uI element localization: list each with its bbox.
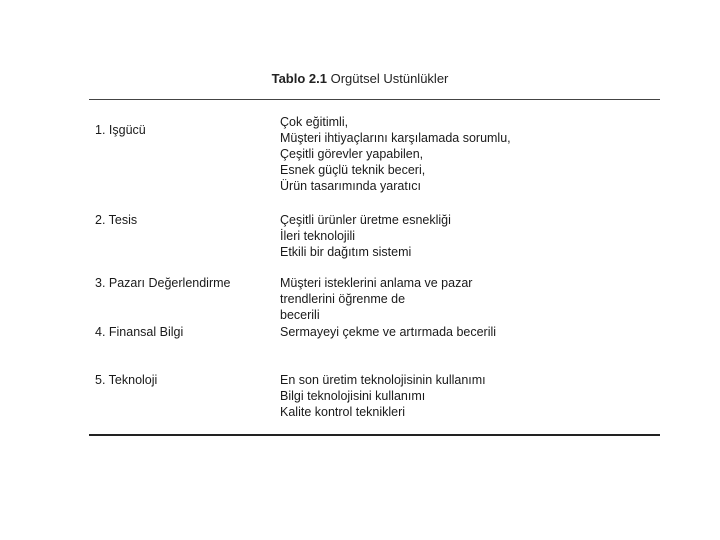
row-description-tesis (280, 212, 660, 260)
row-label-teknoloji: 5. Teknoloji (95, 373, 158, 387)
row-label-isgucu: 1. Işgücü (95, 123, 146, 137)
description-line: Müşteri ihtiyaçlarını karşılamada sorumlu, (280, 131, 511, 145)
description-line: Esnek güçlü teknik beceri, (280, 163, 426, 177)
description-line (280, 275, 654, 307)
description-line: Etkili bir dağıtım sistemi (280, 245, 412, 259)
row-description-pazari (280, 275, 654, 323)
table-number: Tablo 2.1 (271, 71, 327, 86)
description-line: En son üretim teknolojisinin kullanımı (280, 373, 486, 387)
row-label-pazari: 3. Pazarı Değerlendirme (95, 276, 231, 290)
description-line-part: Müşteri isteklerini anlama ve pazar (280, 276, 473, 290)
row-description-teknoloji (280, 372, 660, 420)
row-description-finansal (280, 324, 660, 340)
description-line: Sermayeyi çekme ve artırmada becerili (280, 325, 497, 339)
description-line: Çok eğitimli, (280, 115, 349, 129)
description-line: Kalite kontrol teknikleri (280, 405, 406, 419)
table-title (0, 71, 720, 86)
description-line: Bilgi teknolojisini kullanımı (280, 389, 426, 403)
description-line-part: trendlerini öğrenme de (280, 292, 406, 306)
description-line: Çeşitli ürünler üretme esnekliği (280, 213, 451, 227)
description-line: Ürün tasarımında yaratıcı (280, 179, 422, 193)
description-line: Çeşitli görevler yapabilen, (280, 147, 424, 161)
description-line: İleri teknolojili (280, 229, 356, 243)
table-top-rule (89, 99, 660, 100)
row-label-finansal: 4. Finansal Bilgi (95, 325, 184, 339)
table-title-text: Orgütsel Ustünlükler (330, 71, 449, 86)
row-label-tesis: 2. Tesis (95, 213, 138, 227)
description-line: becerili (280, 308, 320, 322)
table-bottom-rule (89, 434, 660, 436)
row-description-isgucu (280, 114, 660, 194)
